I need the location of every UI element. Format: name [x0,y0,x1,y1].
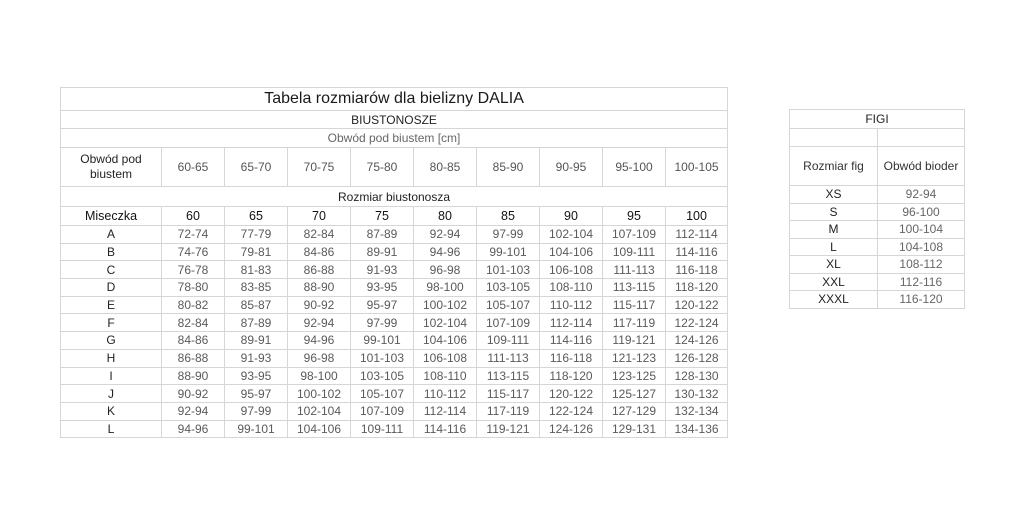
hip-range-cell: 92-94 [878,186,965,204]
table-row [61,243,728,261]
table-row [790,291,965,309]
bust-range-cell: 89-91 [351,243,414,261]
band-size-cell: 100 [666,207,728,226]
table-row [790,273,965,291]
panty-size-cell: XXL [790,273,878,291]
band-size-cell: 80 [414,207,477,226]
bust-range-cell: 78-80 [162,279,225,297]
bust-range-cell: 117-119 [477,402,540,420]
bust-range-cell: 87-89 [225,314,288,332]
bust-range-cell: 93-95 [225,367,288,385]
bust-range-cell: 129-131 [603,420,666,438]
bust-range-cell: 119-121 [603,332,666,350]
panty-data-rows [790,186,965,309]
band-size-cell: 60 [162,207,225,226]
bust-range-cell: 114-116 [540,332,603,350]
table-row [61,385,728,403]
bust-range-cell: 110-112 [414,385,477,403]
bra-size-title: Rozmiar biustonosza [61,187,728,207]
cup-header-row [61,207,728,226]
bust-range-cell: 118-120 [666,279,728,297]
bust-range-cell: 96-98 [414,261,477,279]
band-range-cell: 70-75 [288,148,351,187]
bust-range-cell: 114-116 [666,243,728,261]
bust-range-cell: 106-108 [414,349,477,367]
bust-range-cell: 113-115 [603,279,666,297]
bust-range-cell: 91-93 [351,261,414,279]
band-range-cell: 65-70 [225,148,288,187]
band-label: Obwód pod biustem [61,148,162,187]
band-size-cell: 95 [603,207,666,226]
bust-range-cell: 102-104 [414,314,477,332]
bust-range-cell: 92-94 [414,226,477,244]
bust-range-cell: 101-103 [477,261,540,279]
band-size-cell: 90 [540,207,603,226]
bra-data-rows [61,226,728,438]
band-size-cell: 75 [351,207,414,226]
bust-range-cell: 99-101 [351,332,414,350]
band-range-cell: 60-65 [162,148,225,187]
bust-range-cell: 132-134 [666,402,728,420]
cup-size-label: I [61,367,162,385]
band-size-cell: 85 [477,207,540,226]
table-row [61,367,728,385]
bust-range-cell: 85-87 [225,296,288,314]
bust-range-cell: 99-101 [225,420,288,438]
bust-range-cell: 115-117 [603,296,666,314]
bust-range-cell: 80-82 [162,296,225,314]
panty-size-header: Rozmiar fig [790,147,878,186]
table-row [61,226,728,244]
band-range-row [61,148,728,187]
cup-size-label: F [61,314,162,332]
bust-range-cell: 105-107 [477,296,540,314]
bust-range-cell: 93-95 [351,279,414,297]
panty-size-cell: XXXL [790,291,878,309]
bust-range-cell: 113-115 [477,367,540,385]
panty-size-cell: XL [790,256,878,274]
bust-range-cell: 86-88 [162,349,225,367]
cup-size-label: E [61,296,162,314]
bust-range-cell: 109-111 [351,420,414,438]
bust-range-cell: 117-119 [603,314,666,332]
bust-range-cell: 110-112 [540,296,603,314]
bust-range-cell: 120-122 [666,296,728,314]
cup-size-label: J [61,385,162,403]
table-row [790,256,965,274]
hip-range-cell: 96-100 [878,203,965,221]
bust-range-cell: 102-104 [288,402,351,420]
bust-range-cell: 96-98 [288,349,351,367]
bust-range-cell: 86-88 [288,261,351,279]
bust-range-cell: 99-101 [477,243,540,261]
table-row [61,349,728,367]
bust-range-cell: 77-79 [225,226,288,244]
bust-range-cell: 115-117 [477,385,540,403]
bust-range-cell: 84-86 [288,243,351,261]
panty-size-cell: L [790,238,878,256]
bust-range-cell: 94-96 [288,332,351,350]
panty-size-cell: XS [790,186,878,204]
bust-range-cell: 109-111 [477,332,540,350]
bust-range-cell: 112-114 [666,226,728,244]
bust-range-cell: 107-109 [351,402,414,420]
table-row [61,261,728,279]
bust-range-cell: 106-108 [540,261,603,279]
panty-size-table [789,109,965,309]
bust-range-cell: 104-106 [288,420,351,438]
hip-range-cell: 116-120 [878,291,965,309]
size-chart-title: Tabela rozmiarów dla bielizny DALIA [61,88,728,111]
bust-range-cell: 94-96 [414,243,477,261]
bust-range-cell: 122-124 [666,314,728,332]
bust-range-cell: 92-94 [162,402,225,420]
bust-range-cell: 111-113 [477,349,540,367]
bust-range-cell: 127-129 [603,402,666,420]
bust-range-cell: 126-128 [666,349,728,367]
bust-range-cell: 82-84 [288,226,351,244]
bust-range-cell: 116-118 [666,261,728,279]
panty-header-row [790,147,965,186]
bust-range-cell: 103-105 [477,279,540,297]
empty-cell [790,129,878,147]
band-range-cell: 90-95 [540,148,603,187]
bust-range-cell: 84-86 [162,332,225,350]
cup-label: Miseczka [61,207,162,226]
band-range-cell: 80-85 [414,148,477,187]
table-row [61,420,728,438]
bust-range-cell: 98-100 [288,367,351,385]
table-row [790,203,965,221]
bust-range-cell: 107-109 [603,226,666,244]
band-subtitle: Obwód pod biustem [cm] [61,129,728,148]
bra-section-title: BIUSTONOSZE [61,111,728,129]
bust-range-cell: 112-114 [540,314,603,332]
bust-range-cell: 103-105 [351,367,414,385]
hip-range-cell: 104-108 [878,238,965,256]
cup-size-label: D [61,279,162,297]
bust-range-cell: 100-102 [414,296,477,314]
bust-range-cell: 90-92 [162,385,225,403]
bust-range-cell: 128-130 [666,367,728,385]
band-size-cell: 70 [288,207,351,226]
empty-cell [878,129,965,147]
bust-range-cell: 97-99 [351,314,414,332]
bust-range-cell: 116-118 [540,349,603,367]
bust-range-cell: 105-107 [351,385,414,403]
band-range-cell: 85-90 [477,148,540,187]
cup-size-label: K [61,402,162,420]
bust-range-cell: 111-113 [603,261,666,279]
panty-section-title: FIGI [790,110,965,129]
bust-range-cell: 112-114 [414,402,477,420]
bust-range-cell: 79-81 [225,243,288,261]
table-row [61,296,728,314]
bust-range-cell: 92-94 [288,314,351,332]
bust-range-cell: 100-102 [288,385,351,403]
bust-range-cell: 91-93 [225,349,288,367]
band-size-cell: 65 [225,207,288,226]
hip-range-cell: 108-112 [878,256,965,274]
bust-range-cell: 118-120 [540,367,603,385]
bust-range-cell: 94-96 [162,420,225,438]
bust-range-cell: 90-92 [288,296,351,314]
bust-range-cell: 72-74 [162,226,225,244]
hip-header: Obwód bioder [878,147,965,186]
bust-range-cell: 89-91 [225,332,288,350]
bust-range-cell: 97-99 [477,226,540,244]
bust-range-cell: 123-125 [603,367,666,385]
bust-range-cell: 114-116 [414,420,477,438]
cup-size-label: H [61,349,162,367]
bra-size-table [60,87,728,438]
bust-range-cell: 88-90 [288,279,351,297]
panty-size-cell: M [790,221,878,239]
bust-range-cell: 124-126 [666,332,728,350]
bust-range-cell: 76-78 [162,261,225,279]
bust-range-cell: 104-106 [414,332,477,350]
bust-range-cell: 81-83 [225,261,288,279]
cup-size-label: G [61,332,162,350]
bust-range-cell: 108-110 [414,367,477,385]
band-range-cell: 100-105 [666,148,728,187]
bust-range-cell: 124-126 [540,420,603,438]
bust-range-cell: 120-122 [540,385,603,403]
bust-range-cell: 134-136 [666,420,728,438]
cup-size-label: L [61,420,162,438]
hip-range-cell: 112-116 [878,273,965,291]
bust-range-cell: 95-97 [225,385,288,403]
table-row [790,238,965,256]
bust-range-cell: 88-90 [162,367,225,385]
table-row [790,186,965,204]
band-range-cell: 75-80 [351,148,414,187]
bust-range-cell: 104-106 [540,243,603,261]
table-row [61,314,728,332]
table-row [790,221,965,239]
bust-range-cell: 119-121 [477,420,540,438]
hip-range-cell: 100-104 [878,221,965,239]
bust-range-cell: 83-85 [225,279,288,297]
cup-size-label: B [61,243,162,261]
table-row [61,402,728,420]
bust-range-cell: 97-99 [225,402,288,420]
cup-size-label: C [61,261,162,279]
bust-range-cell: 82-84 [162,314,225,332]
bust-range-cell: 95-97 [351,296,414,314]
bust-range-cell: 125-127 [603,385,666,403]
panty-size-cell: S [790,203,878,221]
bust-range-cell: 121-123 [603,349,666,367]
table-row [61,279,728,297]
bust-range-cell: 108-110 [540,279,603,297]
bust-range-cell: 101-103 [351,349,414,367]
table-row [61,332,728,350]
bust-range-cell: 87-89 [351,226,414,244]
bust-range-cell: 107-109 [477,314,540,332]
bust-range-cell: 98-100 [414,279,477,297]
bust-range-cell: 109-111 [603,243,666,261]
cup-size-label: A [61,226,162,244]
bust-range-cell: 102-104 [540,226,603,244]
band-range-cell: 95-100 [603,148,666,187]
bust-range-cell: 130-132 [666,385,728,403]
bust-range-cell: 74-76 [162,243,225,261]
bust-range-cell: 122-124 [540,402,603,420]
